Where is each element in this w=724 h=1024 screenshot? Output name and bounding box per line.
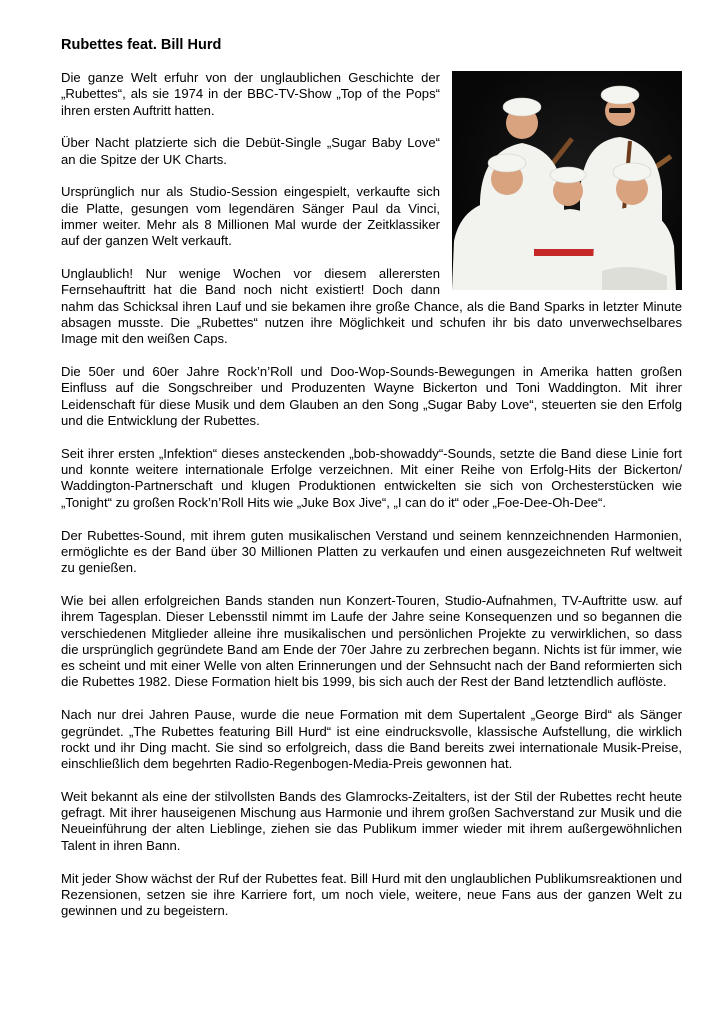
band-photo bbox=[452, 71, 682, 290]
paragraph: Über Nacht platzierte sich die Debüt-Single „Sugar Baby Love“ an die Spitze der UK Charts. bbox=[61, 135, 440, 167]
paragraph: Der Rubettes-Sound, mit ihrem guten musikalischen Verstand und seinem kennzeichnenden Harmonien, ermöglichte es der Band über 30 Millionen Platten zu verkaufen und einen ausgezeichneten Ruf weltweit zu genießen. bbox=[61, 527, 682, 576]
paragraph: Nach nur drei Jahren Pause, wurde die neue Formation mit dem Supertalent „George Bird“ als Sänger gegründet. „The Rubettes featuring Bill Hurd“ ist eine eindrucksvolle, klassische Aufstellung, die wirklich rockt und ihr Ding macht. Sie sind so erfolgreich, dass die Band bereits zwei internationale Musik-Preise, einschließlich dem begehrten Radio-Regenbogen-Media-Preis gewonnen hat. bbox=[61, 707, 682, 772]
paragraph: Mit jeder Show wächst der Ruf der Rubettes feat. Bill Hurd mit den unglaublichen Publikumsreaktionen und Rezensionen, setzen sie ihre Karriere fort, um noch viele, weitere, neue Fans aus der ganzen Welt zu gewinnen und zu begeistern. bbox=[61, 870, 682, 919]
paragraph: Seit ihrer ersten „Infektion“ dieses ansteckenden „bob-showaddy“-Sounds, setzte die Band diese Linie fort und konnte weitere internationale Erfolge verzeichnen. Mit einer Reihe von Erfolg-Hits der Bickerton/ Waddington-Partnerschaft und klugen Produktionen entwickelten sie sich von Orchesterstücken wie „Tonight“ zu großen Rock’n’Roll Hits wie „Juke Box Jive“, „I can do it“ oder „Foe-Dee-Oh-Dee“. bbox=[61, 445, 682, 510]
document-page bbox=[61, 36, 682, 936]
paragraph: Ursprünglich nur als Studio-Session eingespielt, verkaufte sich die Platte, gesungen vom legendären Sänger Paul da Vinci, immer weiter. Mehr als 8 Millionen Mal wurde der Zeitklassiker auf der ganzen Welt verkauft. bbox=[61, 184, 440, 249]
paragraph: Die ganze Welt erfuhr von der unglaublichen Geschichte der „Rubettes“, als sie 1974 in der BBC-TV-Show „Top of the Pops“ ihren ersten Auftritt hatten. bbox=[61, 70, 440, 118]
band-photo-illustration bbox=[452, 71, 682, 290]
paragraph: Die 50er und 60er Jahre Rock’n’Roll und Doo-Wop-Sounds-Bewegungen in Amerika hatten großen Einfluss auf die Songschreiber und Produzenten Wayne Bickerton und Toni Waddington. Mit ihrer Leidenschaft für diese Musik und dem Glauben an den Song „Sugar Baby Love“, steuerten sie den Erfolg und die Entwicklung der Rubettes. bbox=[61, 364, 682, 429]
paragraph: Wie bei allen erfolgreichen Bands standen nun Konzert-Touren, Studio-Aufnahmen, TV-Auftritte usw. auf ihrem Tagesplan. Dieser Lebensstil nimmt im Laufe der Jahre seine Konsequenzen und so begannen die verschiedenen Mitglieder alleine ihre musikalischen und persönlichen Projekte zu verwirklichen, so dass die ursprünglich gegründete Band am Ende der 70er Jahre zu zerbrechen begann. Nichts ist für immer, wie es scheint und mit einer Welle von alten Erinnerungen und der Sehnsucht nach der Band reformierten sich die Rubettes 1982. Diese Formation hielt bis 1999, bis sich auch der Rest der Band letztendlich auflöste. bbox=[61, 592, 682, 690]
paragraph: Weit bekannt als eine der stilvollsten Bands des Glamrocks-Zeitalters, ist der Stil der Rubettes recht heute gefragt. Mit ihrer hauseigenen Mischung aus Harmonie und ihrem großen Sachverstand zur Musik und die Neueinführung der alten Lieblinge, ziehen sie das Publikum immer wieder mit ihrem außergewöhnlichen Talent in ihren Bann. bbox=[61, 788, 682, 853]
document-title: Rubettes feat. Bill Hurd bbox=[61, 37, 222, 53]
paragraph: Unglaublich! Nur wenige Wochen vor diesem allerersten Fernsehauftritt hat die Band noch nicht existiert! Doch dann nahm das Schicksal ihren Lauf und sie bekamen ihre große Chance, als die Band Sparks in letzter Minute absagen musste. Die „Rubettes“ nutzen ihre Möglichkeit und schufen ihr bis dato unverwechselbares Image mit den weißen Caps. bbox=[61, 266, 682, 347]
